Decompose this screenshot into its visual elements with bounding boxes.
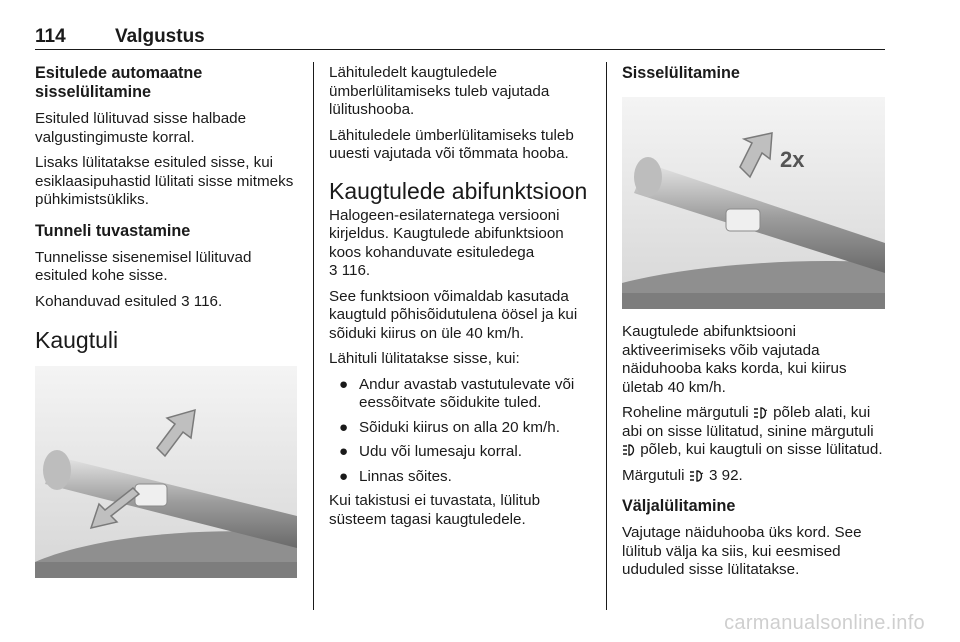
paragraph-with-ref <box>329 207 594 281</box>
heading-tunnel-detection: Tunneli tuvastamine <box>35 221 191 240</box>
paragraph: Lisaks lülitatakse esituled sisse, kui esiklaasipuhastid lülitati sisse mitmeks pühkimistsükliks. <box>35 154 294 208</box>
page-ref-icon: 3 <box>708 466 718 484</box>
heading-high-beam: Kaugtuli <box>35 327 119 353</box>
page-ref-icon: 3 <box>181 292 190 310</box>
high-beam-indicator-icon <box>622 444 636 456</box>
indicator-icon <box>689 470 705 482</box>
page-ref[interactable]: 116. <box>341 262 371 279</box>
heading-high-beam-assist: Kaugtulede abifunktsioon <box>329 177 588 204</box>
paragraph: Kaugtulede abifunktsiooni aktiveerimiseks võib vajutada näiduhooba kaks korda, kui kiirus ületab 40 km/h. <box>622 323 847 396</box>
paragraph: Vajutage näiduhooba üks kord. See lülitub välja ka siis, kui eesmised ududuled sisse lülitatakse. <box>622 524 862 578</box>
paragraph: Esituled lülituvad sisse halbade valgustingimuste korral. <box>35 110 247 146</box>
column-divider-1 <box>313 62 314 610</box>
column-3 <box>622 64 887 587</box>
column-1 <box>35 64 297 578</box>
assist-lever-illustration <box>622 97 885 309</box>
press-twice-label: 2x <box>780 147 805 172</box>
ref-text: Kohanduvad esituled <box>35 292 177 310</box>
paragraph-with-ref: Märgutuli 3 92. <box>622 466 743 484</box>
column-2 <box>329 64 594 536</box>
bullet-icon: ● <box>339 418 349 436</box>
list-item: ● Andur avastab vastutulevate või eessõitvate sõidukite tuled. <box>339 375 575 411</box>
page-number: 114 <box>35 26 66 47</box>
paragraph: Lähituledele ümberlülitamiseks tuleb uuesti vajutada või tõmmata hooba. <box>329 126 574 162</box>
ref-text: Halogeen-esilaternatega versiooni kirjeldus. Kaugtulede abifunktsioon koos kohanduvate esituledega <box>329 206 564 261</box>
high-beam-lever-illustration <box>35 366 297 578</box>
paragraph-indicators: Roheline märgutuli põleb alati, kui abi on sisse lülitatud, sinine märgutuli põleb, kui kaugtuli on sisse lülitatud. <box>622 404 883 458</box>
column-divider-2 <box>606 62 607 610</box>
section-title: Valgustus <box>115 26 205 47</box>
paragraph-with-ref <box>35 293 297 312</box>
header-rule <box>35 49 885 50</box>
list-item: ● Linnas sõites. <box>339 467 452 485</box>
bullet-icon: ● <box>339 467 349 485</box>
page-ref-icon: 3 <box>329 262 338 279</box>
paragraph: Lähituli lülitatakse sisse, kui: <box>329 350 520 367</box>
bullet-icon: ● <box>339 375 349 393</box>
paragraph: Tunnelisse sisenemisel lülituvad esituled kohe sisse. <box>35 248 252 284</box>
heading-switch-off: Väljalülitamine <box>622 497 736 515</box>
bullet-icon: ● <box>339 443 349 460</box>
paragraph: Kui takistusi ei tuvastata, lülitub süsteem tagasi kaugtuledele. <box>329 492 541 528</box>
condition-list <box>329 376 594 487</box>
paragraph: See funktsioon võimaldab kasutada kaugtuld põhisõidutulena öösel ja kui sõiduki kiirus on üle 40 km/h. <box>329 287 578 342</box>
high-beam-assist-indicator-icon <box>753 407 769 419</box>
list-item: ● Sõiduki kiirus on alla 20 km/h. <box>339 418 560 436</box>
page-ref[interactable]: 92. <box>721 466 743 484</box>
watermark: carmanualsonline.info <box>724 612 925 634</box>
page-ref[interactable]: 116. <box>193 292 223 310</box>
heading-switch-on: Sisselülitamine <box>622 64 740 82</box>
list-item: ● Udu või lumesaju korral. <box>339 443 522 460</box>
heading-auto-headlights: Esitulede automaatne sisselülitamine <box>35 64 203 101</box>
paragraph: Lähituledelt kaugtuledele ümberlülitamiseks tuleb vajutada lülitushooba. <box>329 64 550 118</box>
